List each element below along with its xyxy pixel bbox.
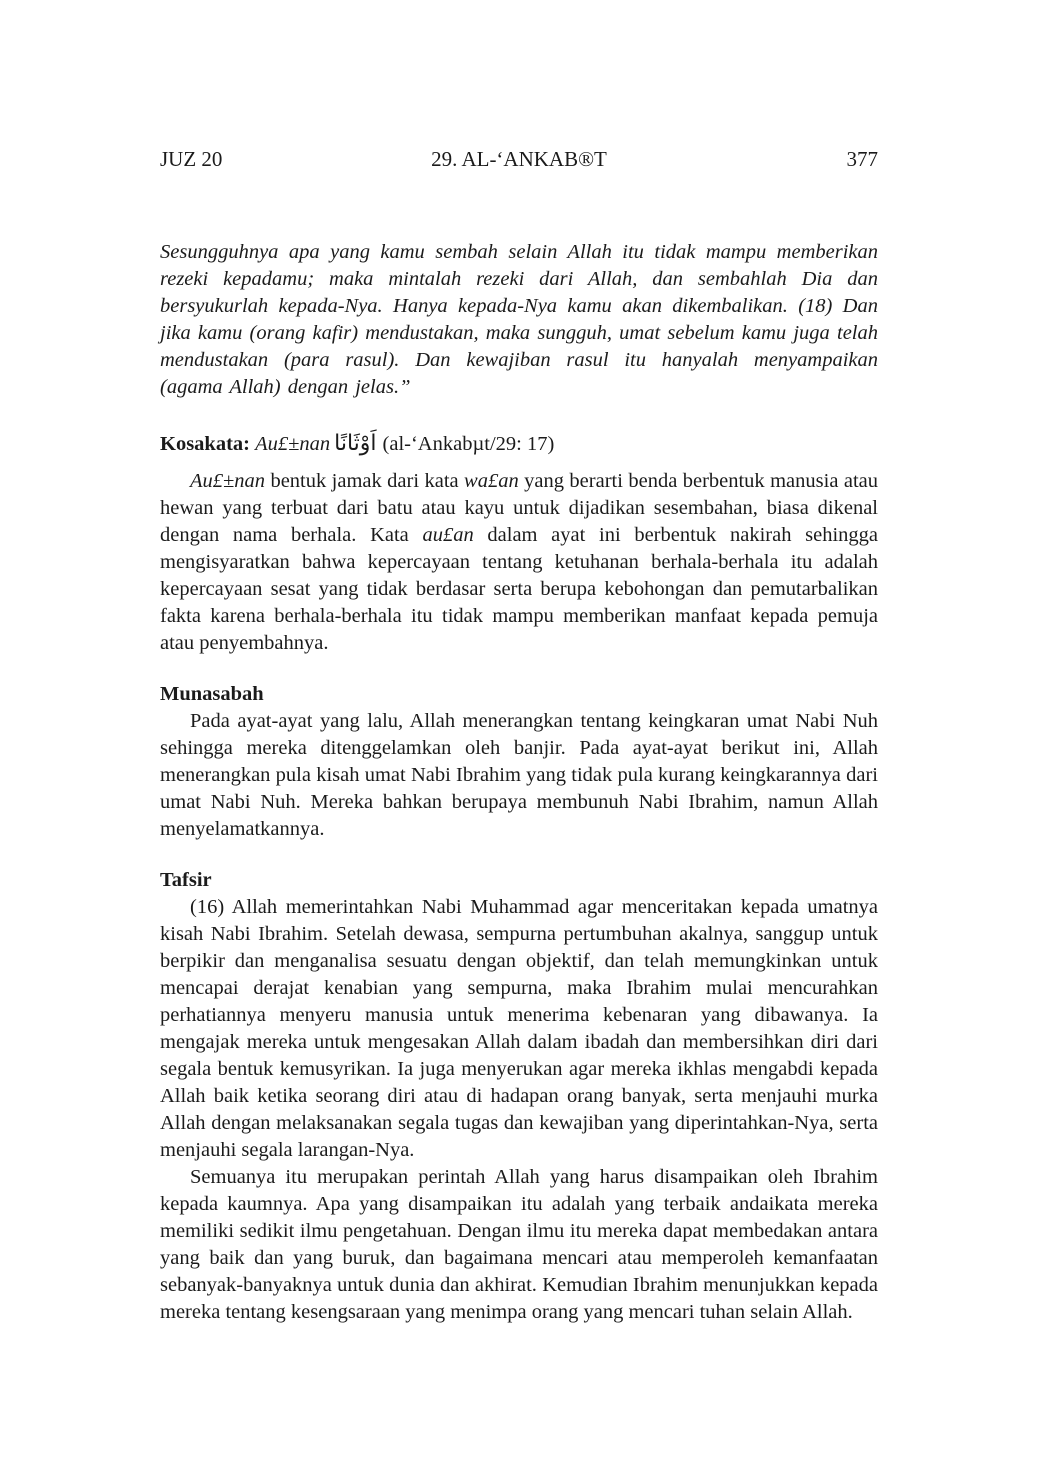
vocab-text: bentuk jamak dari kata xyxy=(265,470,465,492)
vocab-text: dalam ayat ini berbentuk nakirah sehingga mengisyaratkan bahwa kepercayaan tentang ketuhanan berhala-berhala itu adalah kepercayaan sesat yang tidak berdasar serta berupa kebohongan dan pemutarbalikan fakta karena berhala-berhala itu tidak mampu memberikan manfaat kepada pemuja atau penyembahnya. xyxy=(160,524,878,654)
kosakata-line xyxy=(160,430,878,458)
juz-label: JUZ 20 xyxy=(160,147,223,171)
kosakata-label: Kosakata: xyxy=(160,433,256,455)
kosakata-reference: (al-‘Ankabµt/29: 17) xyxy=(382,433,555,455)
vocab-term-italic: au£an xyxy=(422,524,474,546)
running-header xyxy=(160,146,878,173)
vocab-term-italic: wa£an xyxy=(464,470,519,492)
kosakata-term: Au£±nan xyxy=(255,433,331,455)
vocab-term-italic: Au£±nan xyxy=(190,470,266,492)
kosakata-arabic-word: اَوْثَانًا xyxy=(334,431,377,456)
page-content xyxy=(160,239,878,1326)
munasabah-paragraph: Pada ayat-ayat yang lalu, Allah menerangkan tentang keingkaran umat Nabi Nuh sehingga mereka ditenggelamkan oleh banjir. Pada ayat-ayat berikut ini, Allah menerangkan pula kisah umat Nabi Ibrahim yang tidak pula kurang keingkarannya dari umat Nabi Nuh. Mereka bahkan berupaya membunuh Nabi Ibrahim, namun Allah menyelamatkannya. xyxy=(160,710,878,840)
surah-title: 29. AL-‘ANKAB®T xyxy=(431,147,607,171)
tafsir-paragraph-1: (16) Allah memerintahkan Nabi Muhammad agar menceritakan kepada umatnya kisah Nabi Ibrahim. Setelah dewasa, sempurna pertumbuhan akalnya, sanggup untuk berpikir dan menganalisa sesuatu dengan objektif, dan telah memungkinkan untuk mencapai derajat kenabian yang sempurna, maka Ibrahim mulai mencurahkan perhatiannya menyeru manusia untuk menerima kebenaran yang dibawanya. Ia mengajak mereka untuk mengesakan Allah dalam ibadah dan membersihkan diri dari segala bentuk kemusyrikan. Ia juga menyerukan agar mereka ikhlas mengabdi kepada Allah baik ketika seorang diri atau di hadapan orang banyak, serta menjauhi murka Allah dengan melaksanakan segala tugas dan kewajiban yang diperintahkan-Nya, serta menjauhi segala larangan-Nya. xyxy=(160,896,878,1161)
munasabah-heading: Munasabah xyxy=(160,683,264,705)
tafsir-heading: Tafsir xyxy=(160,869,212,891)
vocab-paragraph xyxy=(160,468,878,657)
translation-paragraph: Sesungguhnya apa yang kamu sembah selain Allah itu tidak mampu memberikan rezeki kepadamu; maka mintalah rezeki dari Allah, dan sembahlah Dia dan bersyukurlah kepada-Nya. Hanya kepada-Nya kamu akan dikembalikan. (18) Dan jika kamu (orang kafir) mendustakan, maka sungguh, umat sebelum kamu juga telah mendustakan (para rasul). Dan kewajiban rasul itu hanyalah menyampaikan (agama Allah) dengan jelas.” xyxy=(160,241,878,398)
tafsir-paragraph-2: Semuanya itu merupakan perintah Allah yang harus disampaikan oleh Ibrahim kepada kaumnya. Apa yang disampaikan itu adalah yang terbaik andaikata mereka memiliki sedikit ilmu pengetahuan. Dengan ilmu itu mereka dapat membedakan antara yang baik dan yang buruk, dan bagaimana mencari atau memperoleh kemanfaatan sebanyak-banyaknya untuk dunia dan akhirat. Kemudian Ibrahim menunjukkan kepada mereka tentang kesengsaraan yang menimpa orang yang mencari tuhan selain Allah. xyxy=(160,1166,878,1323)
page-number: 377 xyxy=(846,147,878,171)
vocab-text: yang berarti benda berbentuk manusia atau hewan yang terbuat dari batu atau kayu untuk dijadikan sesembahan, biasa dikenal dengan nama berhala. Kata xyxy=(160,470,878,546)
